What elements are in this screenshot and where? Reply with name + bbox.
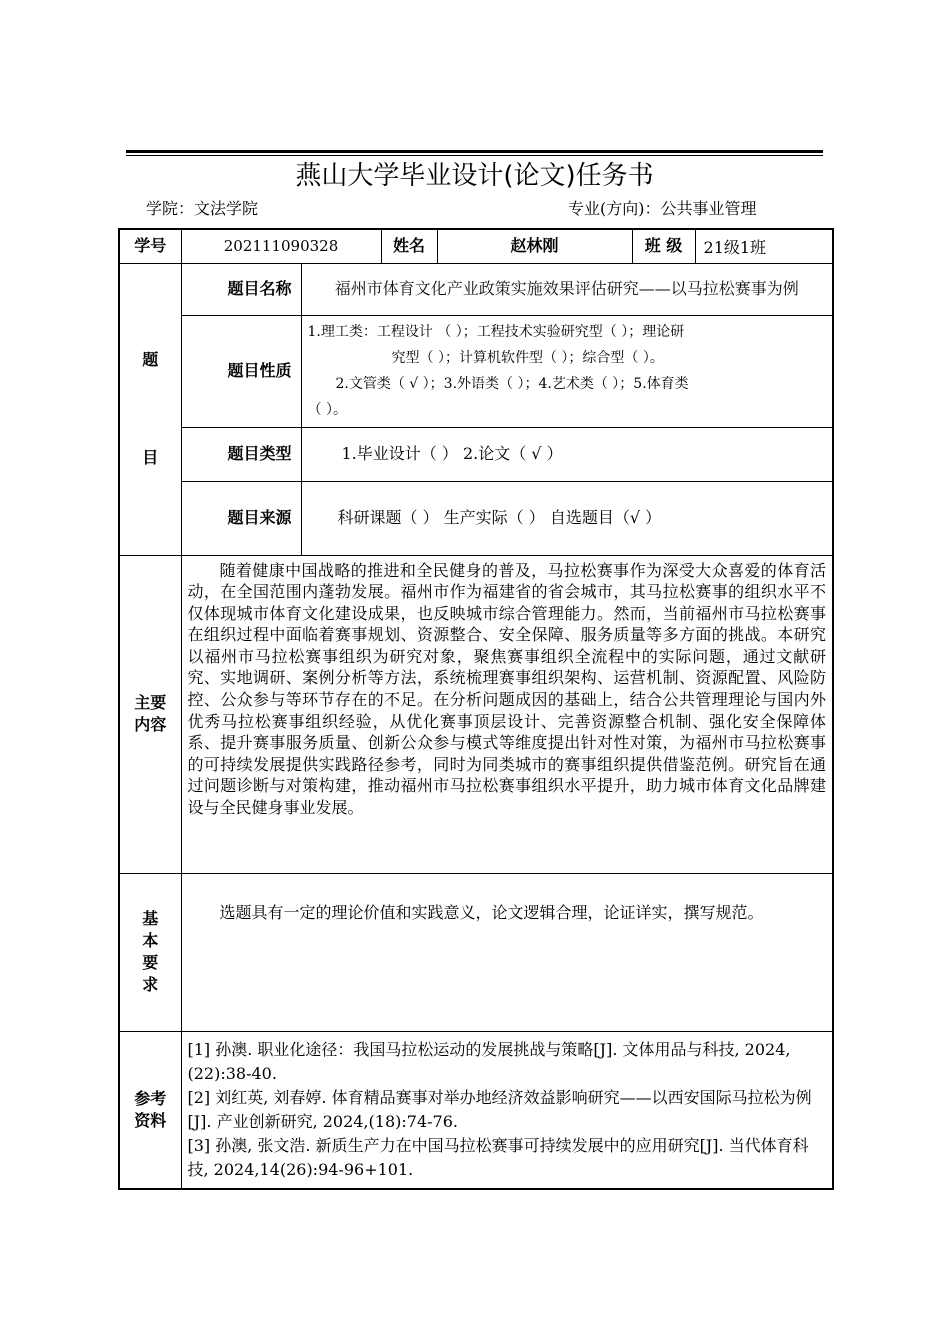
reference-item-2: [2] 刘红英, 刘春婷. 体育精品赛事对举办地经济效益影响研究——以西安国际马拉松为例[J]. 产业创新研究, 2024,(18):74-76. (187, 1087, 812, 1131)
reference-item-3: [3] 孙澳, 张文浩. 新质生产力在中国马拉松赛事可持续发展中的应用研究[J]. 当代体育科技, 2024,14(26):94-96+101. (187, 1135, 809, 1179)
main-content-text: 随着健康中国战略的推进和全民健身的普及，马拉松赛事作为深受大众喜爱的体育活动，在全国范围内蓬勃发展。福州市作为福建省的省会城市，其马拉松赛事的组织水平不仅体现城市体育文化建设成果，也反映城市综合管理能力。然而，当前福州市马拉松赛事在组织过程中面临着赛事规划、资源整合、安全保障、服务质量等多方面的挑战。本研究以福州市马拉松赛事组织为研究对象，聚焦赛事组织全流程中的实际问题，通过文献研究、实地调研、案例分析等方法，系统梳理赛事组织架构、运营机制、资源配置、风险防控、公众参与等环节存在的不足。在分析问题成因的基础上，结合公共管理理论与国内外优秀马拉松赛事组织经验，从优化赛事顶层设计、完善资源整合机制、强化安全保障体系、提升赛事服务质量、创新公众参与模式等维度提出针对性对策，为福州市马拉松赛事的可持续发展提供实践路径参考，同时为同类城市的赛事组织提供借鉴范例。研究旨在通过问题诊断与对策构建，推动福州市马拉松赛事组织水平提升，助力城市体育文化品牌建设与全民健身事业发展。 (181, 555, 833, 873)
topic-source-label: 题目来源 (181, 481, 301, 555)
references-list (181, 1031, 833, 1189)
student-name-label: 姓名 (381, 229, 437, 263)
title-rule-thick (126, 150, 823, 153)
topic-nature-row (119, 315, 833, 427)
nature-line-4: （ ）。 (307, 402, 347, 418)
topic-label-char-2: 目 (142, 448, 159, 467)
topic-nature-value (301, 315, 833, 427)
student-name-value: 赵林刚 (437, 229, 632, 263)
student-id-label: 学号 (119, 229, 181, 263)
student-info-row (119, 229, 833, 263)
title-rule-thin (126, 155, 823, 156)
references-row (119, 1031, 833, 1189)
topic-source-value: 科研课题（ ） 生产实际（ ） 自选题目（√ ） (301, 481, 833, 555)
requirements-label: 基 本 要 求 (119, 873, 181, 1031)
document-title: 燕山大学毕业设计(论文)任务书 (295, 161, 654, 191)
student-id-value: 202111090328 (181, 229, 381, 263)
requirements-text: 选题具有一定的理论价值和实践意义，论文逻辑合理，论证详实，撰写规范。 (181, 873, 833, 1031)
nature-line-1: 1.理工类：工程设计 （ ）；工程技术实验研究型（ ）；理论研 (307, 324, 685, 340)
topic-name-label: 题目名称 (181, 263, 301, 315)
topic-name-row (119, 263, 833, 315)
requirements-row (119, 873, 833, 1031)
topic-type-label: 题目类型 (181, 427, 301, 481)
major-label: 专业(方向)：公共事业管理 (568, 199, 757, 218)
topic-nature-label: 题目性质 (181, 315, 301, 427)
topic-type-row (119, 427, 833, 481)
topic-source-row (119, 481, 833, 555)
college-label: 学院：文法学院 (146, 199, 259, 218)
class-value: 21级1班 (695, 229, 833, 263)
references-label: 参考 资料 (119, 1031, 181, 1189)
class-label: 班 级 (632, 229, 695, 263)
nature-line-3: 2.文管类（ √ ）；3.外语类（ ）；4.艺术类（ ）；5.体育类 (335, 376, 689, 392)
topic-section-label (119, 263, 181, 555)
task-form-table (118, 228, 834, 1190)
topic-name-value: 福州市体育文化产业政策实施效果评估研究——以马拉松赛事为例 (301, 263, 833, 315)
topic-label-char-1: 题 (142, 350, 159, 369)
main-content-row (119, 555, 833, 873)
nature-line-2: 究型（ ）；计算机软件型（ ）；综合型（ ）。 (391, 350, 664, 366)
topic-type-value: 1.毕业设计（ ） 2.论文（ √ ） (301, 427, 833, 481)
main-content-label: 主要 内容 (119, 555, 181, 873)
reference-item-1: [1] 孙澳. 职业化途径：我国马拉松运动的发展挑战与策略[J]. 文体用品与科技, 2024,(22):38-40. (187, 1039, 791, 1083)
